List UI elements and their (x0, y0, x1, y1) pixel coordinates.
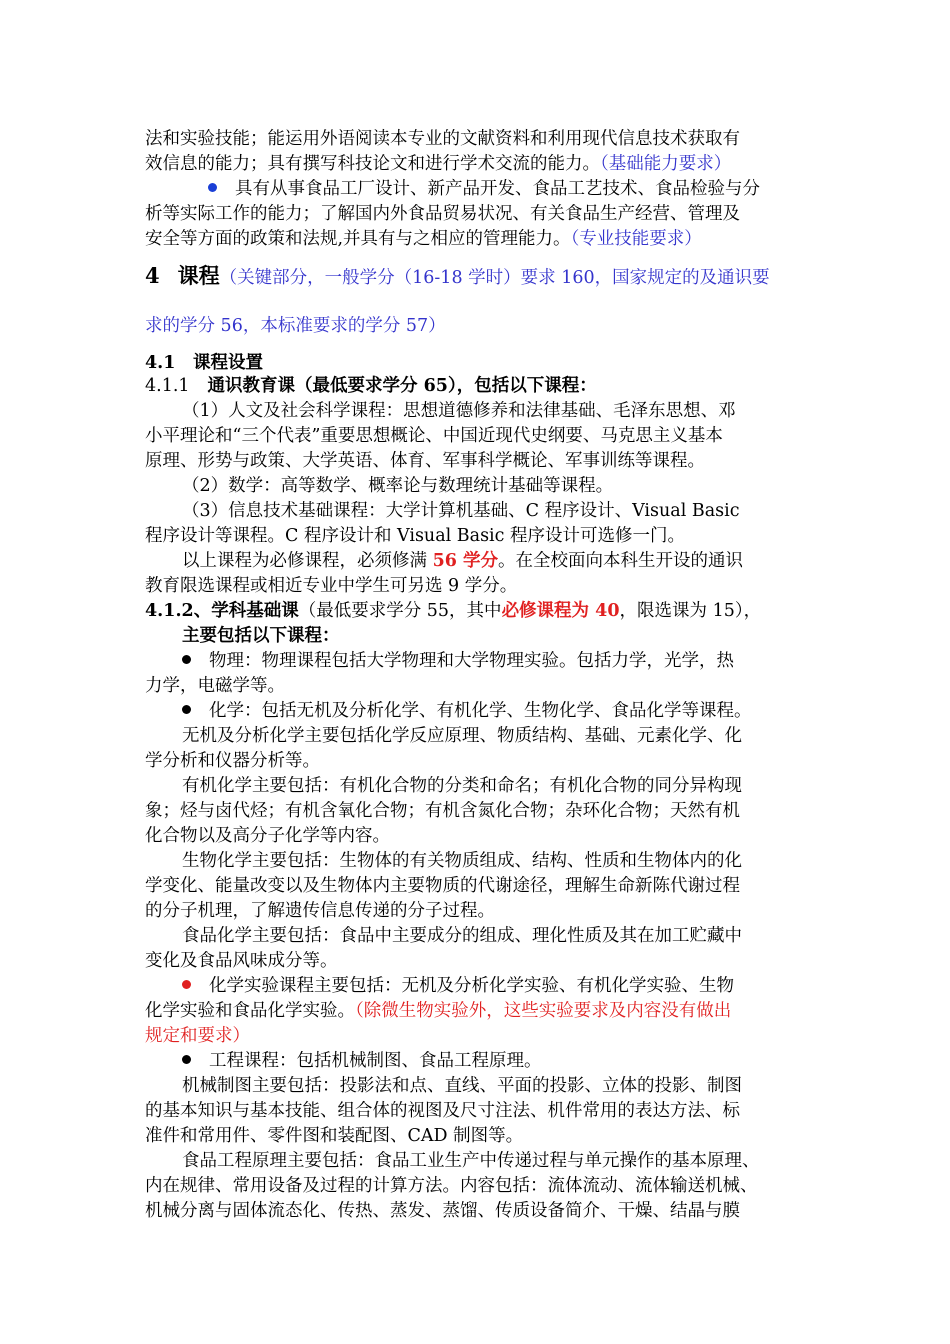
text-line: 学变化、能量改变以及生物体内主要物质的代谢途径，理解生命新陈代谢过程 (145, 876, 740, 896)
text-line: 的基本知识与基本技能、组合体的视图及尺寸注法、机件常用的表达方法、标 (145, 1101, 740, 1121)
text-line: （1）人文及社会科学课程：思想道德修养和法律基础、毛泽东思想、邓 (182, 401, 736, 421)
text-line: 内在规律、常用设备及过程的计算方法。内容包括：流体流动、流体输送机械、 (145, 1176, 758, 1196)
bullet-item: 化学实验课程主要包括：无机及分析化学实验、有机化学实验、生物 (182, 974, 734, 999)
text-line: 无机及分析化学主要包括化学反应原理、物质结构、基础、元素化学、化 (182, 726, 742, 746)
lab-note-cont: 规定和要求） (145, 1026, 250, 1046)
text-line: 学分析和仪器分析等。 (145, 751, 320, 771)
text-line: 原理、形势与政策、大学英语、体育、军事科学概论、军事训练等课程。 (145, 451, 705, 471)
text-line: 准件和常用件、零件图和装配图、CAD 制图等。 (145, 1126, 524, 1146)
text-line: 食品工程原理主要包括：食品工业生产中传递过程与单元操作的基本原理、 (182, 1151, 760, 1171)
text-line: 小平理论和“三个代表”重要思想概论、中国近现代史纲要、马克思主义基本 (145, 426, 723, 446)
bullet-item: 工程课程：包括机械制图、食品工程原理。 (182, 1049, 542, 1074)
text-line: 机械分离与固体流态化、传热、蒸发、蒸馏、传质设备简介、干燥、结晶与膜 (145, 1201, 740, 1221)
bullet-item: 化学：包括无机及分析化学、有机化学、生物化学、食品化学等课程。 (182, 699, 752, 724)
text-line: 机械制图主要包括：投影法和点、直线、平面的投影、立体的投影、制图 (182, 1076, 742, 1096)
professional-skill-note: （专业技能要求） (570, 229, 702, 249)
text-line: 法和实验技能；能运用外语阅读本专业的文献资料和利用现代信息技术获取有 (145, 129, 740, 149)
text-line: 有机化学主要包括：有机化合物的分类和命名；有机化合物的同分异构现 (182, 776, 742, 796)
text-line: （2）数学：高等数学、概率论与数理统计基础等课程。 (182, 476, 614, 496)
text-line: （3）信息技术基础课程：大学计算机基础、C 程序设计、Visual Basic (182, 501, 740, 521)
bullet-icon (182, 705, 191, 714)
text-line: 生物化学主要包括：生物体的有关物质组成、结构、性质和生物体内的化 (182, 851, 742, 871)
bullet-item: 具有从事食品工厂设计、新产品开发、食品工艺技术、食品检验与分 (208, 177, 760, 202)
section-heading-note: 求的学分 56，本标准要求的学分 57） (145, 316, 446, 336)
section-heading-4-1: 4.1 课程设置 (145, 353, 263, 373)
text-line: 象；烃与卤代烃；有机含氧化合物；有机含氮化合物；杂环化合物；天然有机 (145, 801, 740, 821)
bullet-item: 物理：物理课程包括大学物理和大学物理实验。包括力学，光学，热 (182, 649, 734, 674)
section-heading-4-1-2: 4.1.2、学科基础课（最低要求学分 55，其中必修课程为 40，限选课为 15）， (145, 601, 762, 621)
bullet-icon (182, 980, 191, 989)
credit-highlight: 56 学分 (432, 551, 499, 571)
section-heading-4-1-1: 4.1.1 通识教育课（最低要求学分 65），包括以下课程： (145, 376, 597, 396)
lab-note: （除微生物实验外，这些实验要求及内容没有做出 (355, 1001, 732, 1021)
required-credit-highlight: 必修课程为 40 (501, 601, 620, 621)
bullet-icon (182, 1055, 191, 1064)
text-line: 程序设计等课程。C 程序设计和 Visual Basic 程序设计可选修一门。 (145, 526, 686, 546)
basic-ability-note: （基础能力要求） (600, 154, 732, 174)
text-line: 效信息的能力；具有撰写科技论文和进行学术交流的能力。（基础能力要求） (145, 154, 732, 174)
text-line: 教育限选课程或相近专业中学生可另选 9 学分。 (145, 576, 518, 596)
text-line: 化学实验和食品化学实验。（除微生物实验外，这些实验要求及内容没有做出 (145, 1001, 732, 1021)
text-line: 以上课程为必修课程，必须修满 56 学分。在全校面向本科生开设的通识 (182, 551, 744, 571)
text-line: 主要包括以下课程： (182, 626, 340, 646)
text-line: 的分子机理，了解遗传信息传递的分子过程。 (145, 901, 495, 921)
text-line: 析等实际工作的能力；了解国内外食品贸易状况、有关食品生产经营、管理及 (145, 204, 740, 224)
text-line: 安全等方面的政策和法规,并具有与之相应的管理能力。（专业技能要求） (145, 229, 702, 249)
bullet-icon (208, 183, 217, 192)
text-line: 食品化学主要包括：食品中主要成分的组成、理化性质及其在加工贮藏中 (182, 926, 742, 946)
text-line: 化合物以及高分子化学等内容。 (145, 826, 390, 846)
text-line: 变化及食品风味成分等。 (145, 951, 338, 971)
section-heading-4: 4 课程（关键部分，一般学分（16-18 学时）要求 160，国家规定的及通识要 (145, 263, 770, 288)
bullet-icon (182, 655, 191, 664)
text-line: 力学，电磁学等。 (145, 676, 285, 696)
